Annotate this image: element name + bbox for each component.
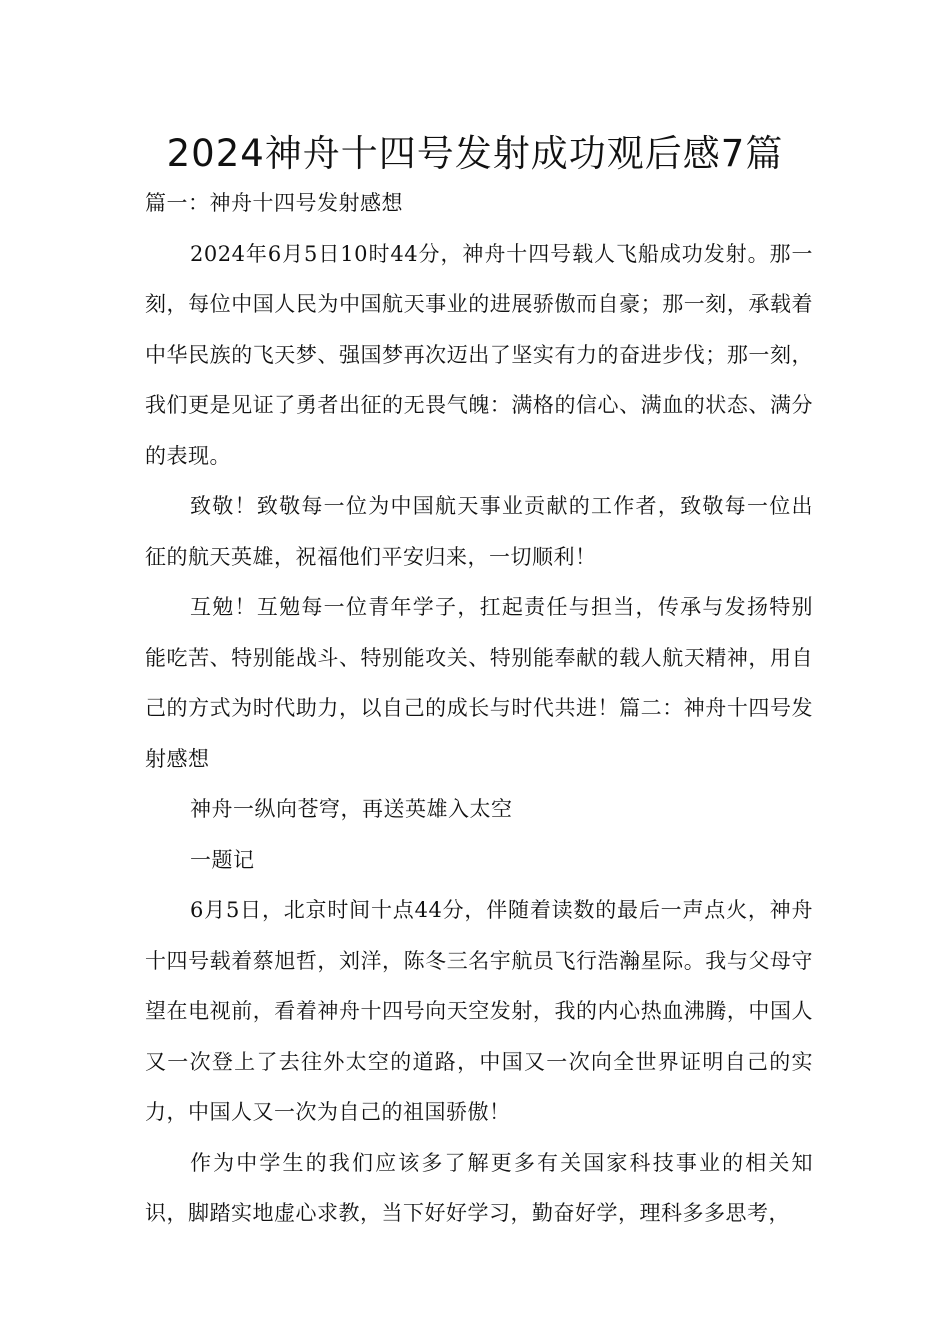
paragraph: 作为中学生的我们应该多了解更多有关国家科技事业的相关知识，脚踏实地虚心求教，当下好好学习，勤奋好学，理科多多思考， <box>145 1150 813 1225</box>
paragraph: 一题记 <box>190 847 255 872</box>
paragraph: 神舟一纵向苍穹，再送英雄入太空 <box>190 797 513 821</box>
paragraph: 互勉！互勉每一位青年学子，扛起责任与担当，传承与发扬特别能吃苦、特别能战斗、特别能攻关、特别能奉献的载人航天精神，用自己的方式为时代助力，以自己的成长与时代共进！篇二：神舟十四号发射感想 <box>145 595 813 771</box>
paragraph: 6月5日，北京时间十点44分，伴随着读数的最后一声点火，神舟十四号载着蔡旭哲，刘洋，陈冬三名宇航员飞行浩瀚星际。我与父母守望在电视前，看着神舟十四号向天空发射，我的内心热血沸腾，中国人又一次登上了去往外太空的道路，中国又一次向全世界证明自己的实力，中国人又一次为自己的祖国骄傲！ <box>145 898 813 1124</box>
paragraph: 2024年6月5日10时44分，神舟十四号载人飞船成功发射。那一刻，每位中国人民为中国航天事业的进展骄傲而自豪；那一刻，承载着中华民族的飞天梦、强国梦再次迈出了坚实有力的奋进步伐；那一刻，我们更是见证了勇者出征的无畏气魄：满格的信心、满血的状态、满分的表现。 <box>145 241 813 468</box>
section-heading: 篇一：神舟十四号发射感想 <box>145 191 403 215</box>
document-body <box>145 178 813 1239</box>
document-title: 2024神舟十四号发射成功观后感7篇 <box>166 132 784 175</box>
paragraph: 致敬！致敬每一位为中国航天事业贡献的工作者，致敬每一位出征的航天英雄，祝福他们平安归来，一切顺利！ <box>145 494 813 569</box>
